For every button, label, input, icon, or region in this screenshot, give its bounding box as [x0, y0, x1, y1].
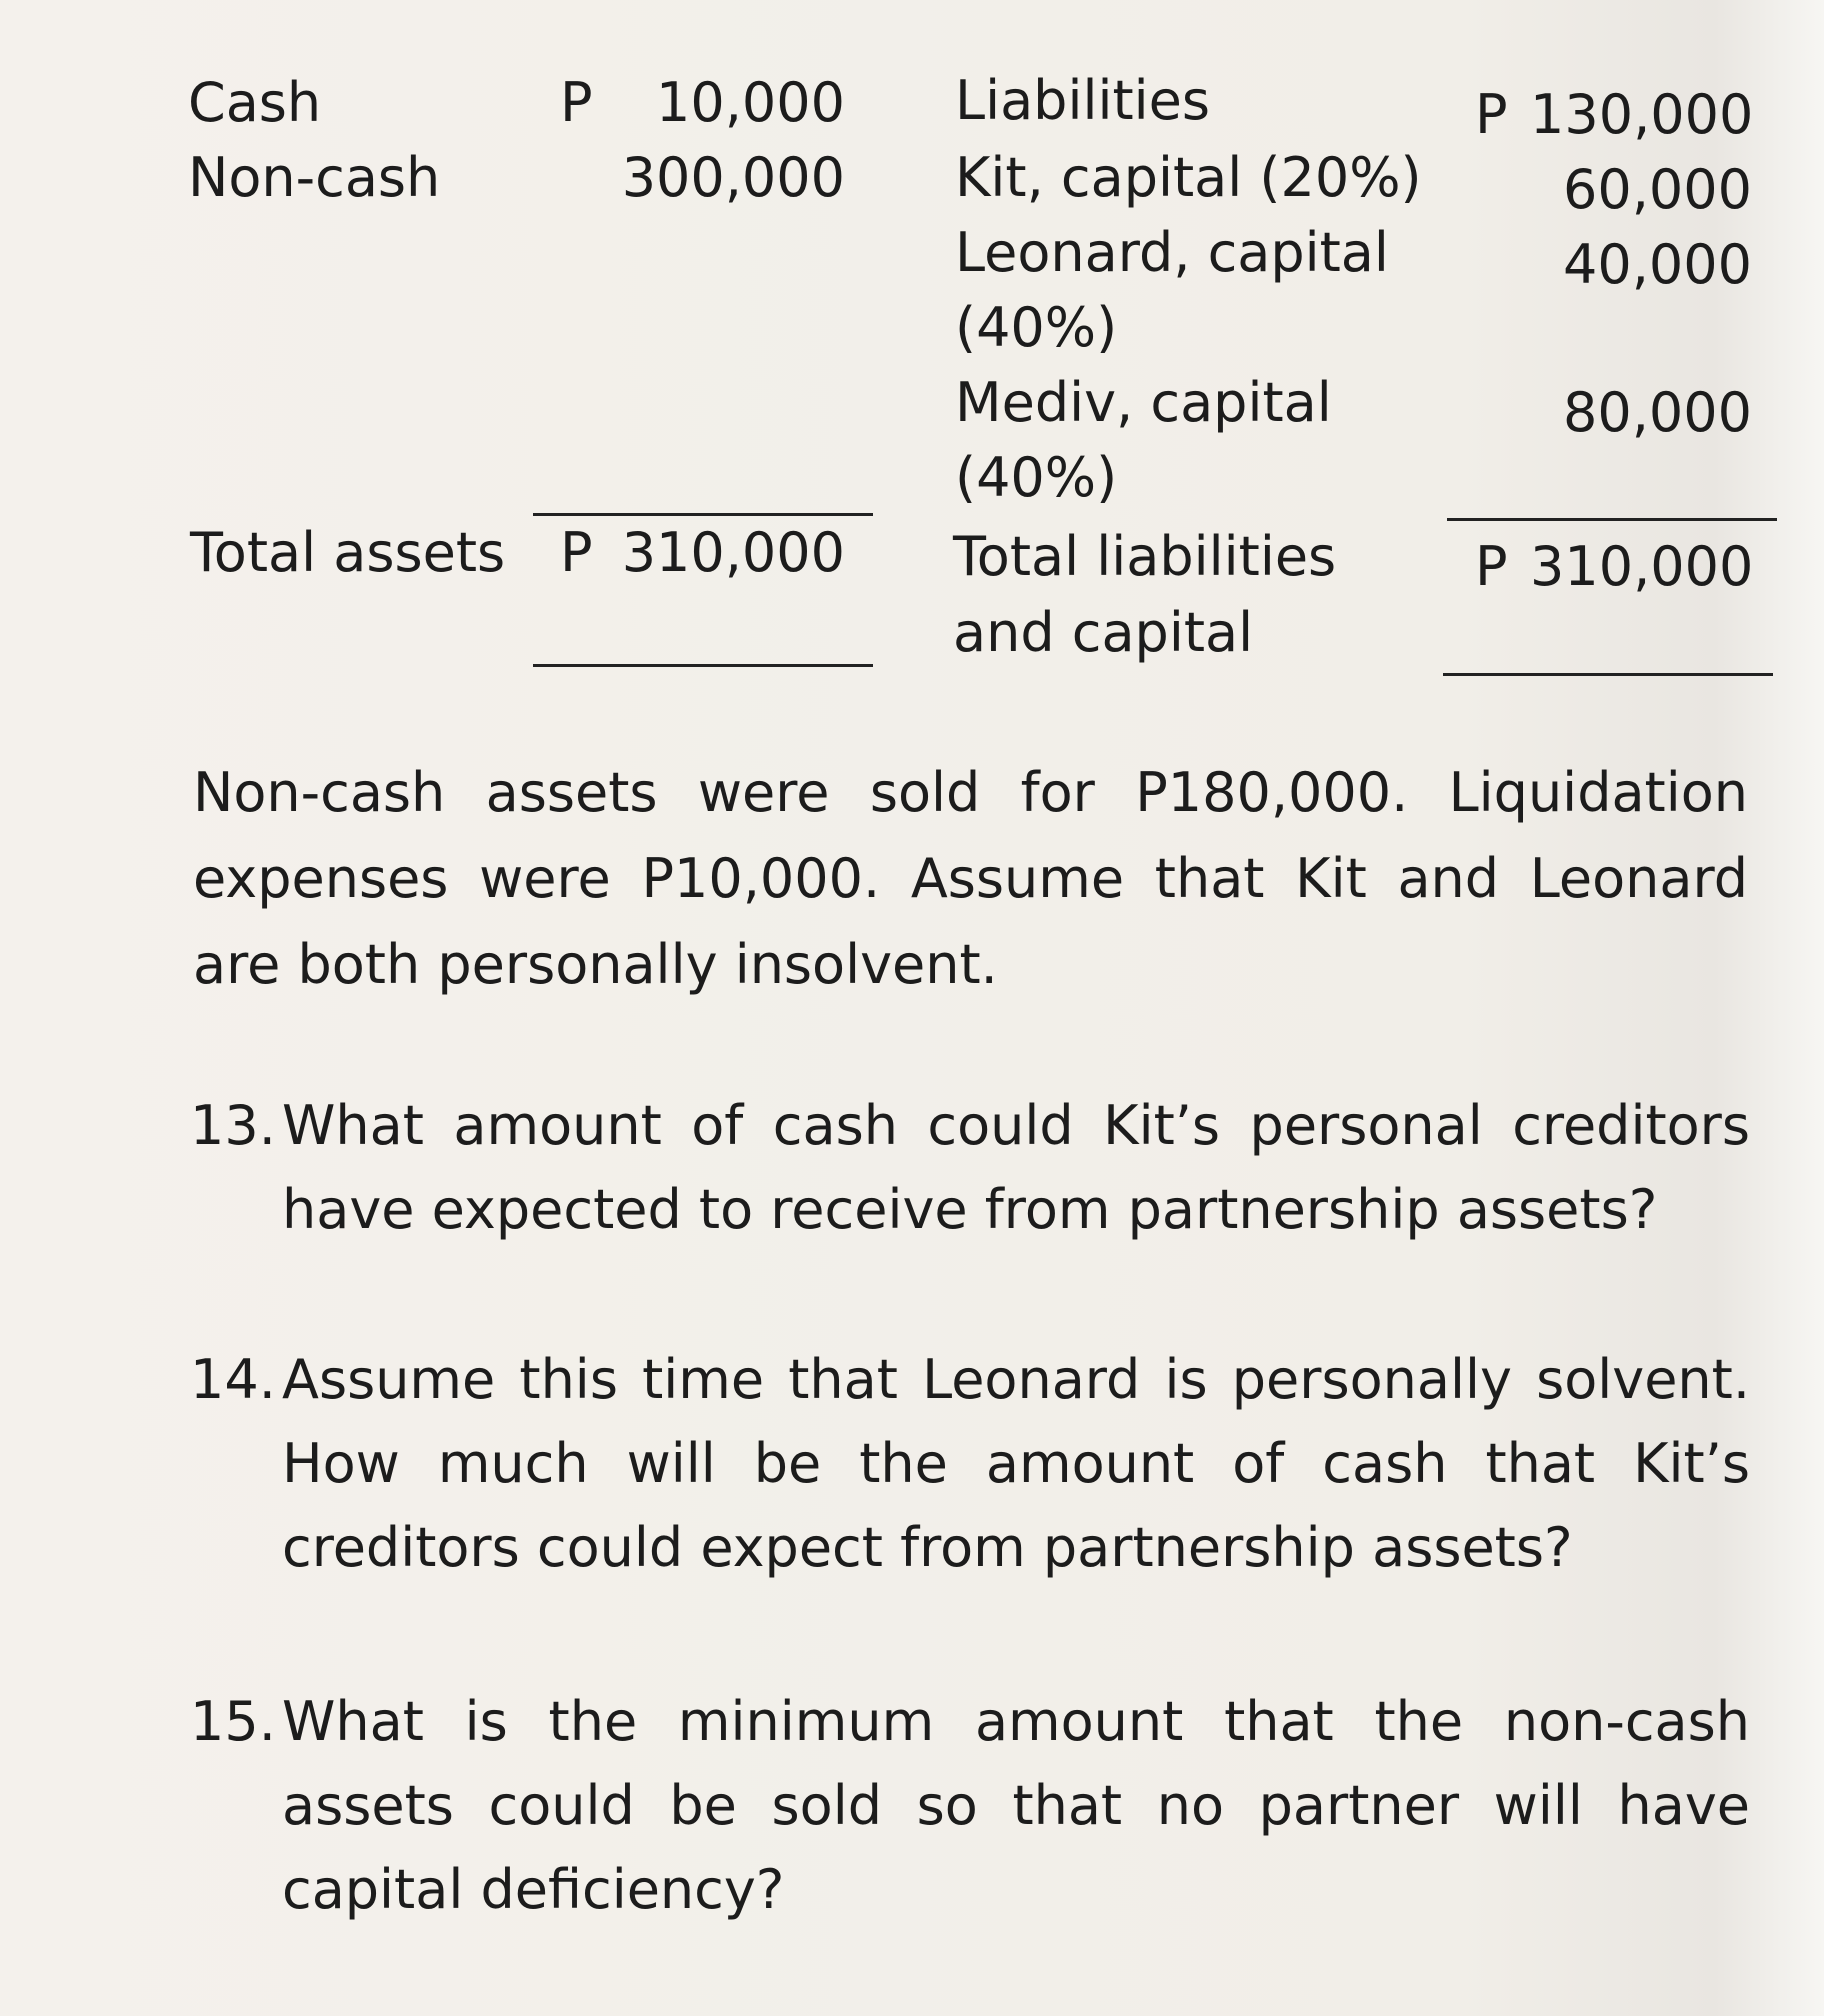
kit-capital-label: Kit, capital (20%)	[955, 146, 1422, 209]
question-14-text: Assume this time that Leonard is personally solvent. How much will be the amount of cash that Kit’s creditors could expect from partnership assets?	[282, 1348, 1750, 1579]
total-liabilities-label: Total liabilities	[953, 525, 1337, 588]
question-13-number: 13.	[190, 1094, 276, 1157]
mediv-capital-amount: 80,000	[1563, 381, 1752, 444]
question-13	[190, 1084, 1750, 1252]
asset-noncash-label: Non-cash	[188, 146, 441, 209]
total-liabilities-label-2: and capital	[953, 601, 1254, 664]
total-liabilities-currency: P	[1475, 535, 1508, 598]
assets-subtotal-rule	[533, 513, 873, 516]
asset-cash-label: Cash	[188, 71, 322, 134]
total-liabilities-amount: 310,000	[1530, 535, 1754, 598]
liabilities-subtotal-rule	[1447, 518, 1777, 521]
question-15	[190, 1680, 1750, 1932]
liabilities-label: Liabilities	[955, 69, 1210, 132]
liabilities-currency: P	[1475, 83, 1508, 146]
kit-capital-amount: 60,000	[1563, 158, 1752, 221]
liabilities-total-rule	[1443, 673, 1773, 676]
asset-noncash-amount: 300,000	[621, 146, 845, 209]
question-14-number: 14.	[190, 1348, 276, 1411]
total-assets-currency: P	[560, 521, 593, 584]
assets-total-rule	[533, 664, 873, 667]
problem-paragraph: Non-cash assets were sold for P180,000. Liquidation expenses were P10,000. Assume that Kit and Leonard are both personally insolvent.	[193, 761, 1748, 996]
asset-cash-currency: P	[560, 71, 593, 134]
total-assets-label: Total assets	[190, 521, 506, 584]
mediv-capital-label: Mediv, capital	[955, 371, 1332, 434]
question-13-text: What amount of cash could Kit’s personal creditors have expected to receive from partnership assets?	[282, 1094, 1750, 1241]
liabilities-amount: 130,000	[1530, 83, 1754, 146]
leonard-capital-label: Leonard, capital	[955, 221, 1389, 284]
mediv-capital-share: (40%)	[955, 446, 1118, 509]
asset-cash-amount: 10,000	[656, 71, 845, 134]
question-14	[190, 1338, 1750, 1590]
question-15-number: 15.	[190, 1690, 276, 1753]
leonard-capital-amount: 40,000	[1563, 233, 1752, 296]
total-assets-amount: 310,000	[621, 521, 845, 584]
question-15-text: What is the minimum amount that the non-cash assets could be sold so that no partner will have capital deficiency?	[282, 1690, 1750, 1921]
leonard-capital-share: (40%)	[955, 296, 1118, 359]
